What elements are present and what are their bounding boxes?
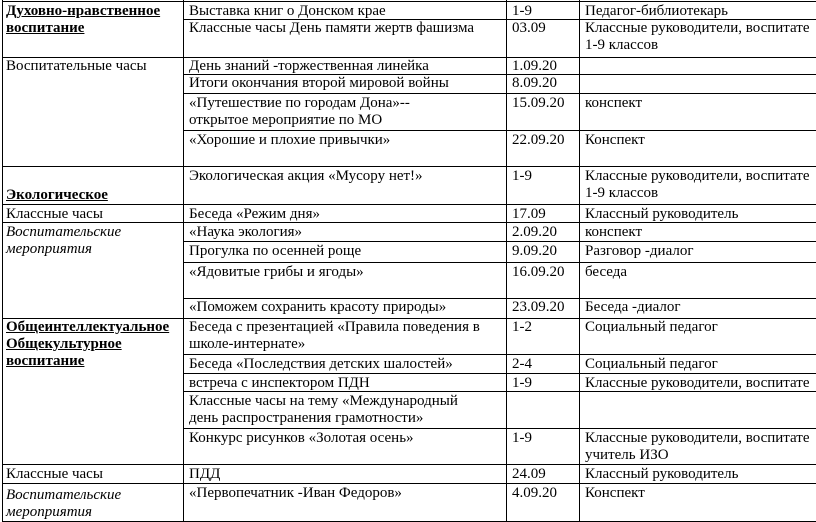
event-cell: открытое мероприятие по МО (189, 112, 383, 128)
responsible-cell: Конспект (585, 485, 645, 501)
category-label: мероприятия (6, 241, 93, 257)
event-cell: день распространения грамотности» (189, 410, 424, 426)
event-cell: встреча с инспектором ПДН (189, 375, 370, 391)
event-cell: Конкурс рисунков «Золотая осень» (189, 430, 414, 446)
date-cell: 16.09.20 (512, 264, 565, 280)
responsible-cell: 1-9 классов (585, 37, 659, 53)
responsible-cell: Социальный педагог (585, 356, 718, 372)
date-cell: 15.09.20 (512, 95, 565, 111)
event-cell: «Ядовитые грибы и ягоды» (189, 264, 364, 280)
row-divider (183, 262, 816, 263)
responsible-cell: Социальный педагог (585, 319, 718, 335)
date-cell: 17.09 (512, 206, 546, 222)
event-cell: Классные часы День памяти жертв фашизма (189, 20, 474, 36)
date-cell: 1-9 (512, 375, 532, 391)
responsible-cell: Классные руководители, воспитате (585, 168, 810, 184)
event-cell: Прогулка по осенней роще (189, 243, 362, 259)
row-divider (183, 130, 816, 131)
responsible-cell: учитель ИЗО (585, 447, 669, 463)
event-cell: Классные часы на тему «Международный (189, 393, 458, 409)
category-label: Экологическое (6, 187, 108, 203)
column-border-2 (506, 0, 507, 521)
event-cell: День знаний -торжественная линейка (189, 58, 429, 74)
event-cell: Беседа «Последствия детских шалостей» (189, 356, 453, 372)
section-divider (2, 483, 816, 484)
responsible-cell: Разговор -диалог (585, 243, 694, 259)
row-divider (183, 428, 816, 429)
responsible-cell: Классные руководители, воспитате (585, 20, 810, 36)
date-cell: 2-4 (512, 356, 532, 372)
date-cell: 1-9 (512, 168, 532, 184)
date-cell: 1-9 (512, 430, 532, 446)
date-cell: 24.09 (512, 466, 546, 482)
date-cell: 4.09.20 (512, 485, 557, 501)
event-cell: «Поможем сохранить красоту природы» (189, 299, 447, 315)
event-cell: «Хорошие и плохие привычки» (189, 132, 391, 148)
event-cell: Выставка книг о Донском крае (189, 3, 386, 19)
responsible-cell: Классный руководитель (585, 206, 739, 222)
responsible-cell: Педагог-библиотекарь (585, 3, 729, 19)
responsible-cell: Классный руководитель (585, 466, 739, 482)
responsible-cell: Конспект (585, 132, 645, 148)
column-border-3 (579, 0, 580, 521)
responsible-cell: конспект (585, 95, 643, 111)
category-label: воспитание (6, 20, 85, 36)
category-label: Классные часы (6, 206, 103, 222)
date-cell: 2.09.20 (512, 224, 557, 240)
date-cell: 1-2 (512, 319, 532, 335)
event-cell: ПДД (189, 466, 221, 482)
date-cell: 1.09.20 (512, 58, 557, 74)
category-label: воспитание (6, 353, 85, 369)
section-divider (2, 464, 816, 465)
category-label: Воспитательные часы (6, 58, 147, 74)
row-divider (183, 354, 816, 355)
event-cell: «Путешествие по городам Дона»-- (189, 95, 410, 111)
date-cell: 1-9 (512, 3, 532, 19)
section-divider (2, 166, 816, 167)
responsible-cell: Классные руководители, воспитате (585, 430, 810, 446)
event-cell: школе-интернате» (189, 336, 306, 352)
category-label: Воспитательские (6, 487, 122, 503)
date-cell: 8.09.20 (512, 75, 557, 91)
responsible-cell: беседа (585, 264, 628, 280)
row-divider (183, 93, 816, 94)
column-border-1 (183, 0, 184, 521)
responsible-cell: Классные руководители, воспитате (585, 375, 810, 391)
responsible-cell: конспект (585, 224, 643, 240)
date-cell: 03.09 (512, 20, 546, 36)
event-cell: Беседа с презентацией «Правила поведения в (189, 319, 480, 335)
event-cell: Беседа «Режим дня» (189, 206, 320, 222)
category-label: Воспитательские (6, 224, 122, 240)
row-divider (183, 241, 816, 242)
row-divider (183, 373, 816, 374)
category-label: Духовно-нравственное (6, 3, 161, 19)
date-cell: 23.09.20 (512, 299, 565, 315)
table-top-border (2, 1, 816, 2)
category-label: мероприятия (6, 504, 93, 520)
category-label: Общекультурное (6, 336, 122, 352)
responsible-cell: 1-9 классов (585, 185, 659, 201)
event-cell: «Первопечатник -Иван Федоров» (189, 485, 402, 501)
event-cell: «Наука экология» (189, 224, 303, 240)
section-divider (2, 222, 816, 223)
event-cell: Экологическая акция «Мусору нет!» (189, 168, 423, 184)
category-label: Общеинтеллектуальное (6, 319, 170, 335)
row-divider (183, 391, 816, 392)
date-cell: 22.09.20 (512, 132, 565, 148)
section-divider (2, 204, 816, 205)
category-label: Классные часы (6, 466, 103, 482)
responsible-cell: Беседа -диалог (585, 299, 681, 315)
event-cell: Итоги окончания второй мировой войны (189, 75, 449, 91)
column-border-0 (2, 0, 3, 521)
date-cell: 9.09.20 (512, 243, 557, 259)
